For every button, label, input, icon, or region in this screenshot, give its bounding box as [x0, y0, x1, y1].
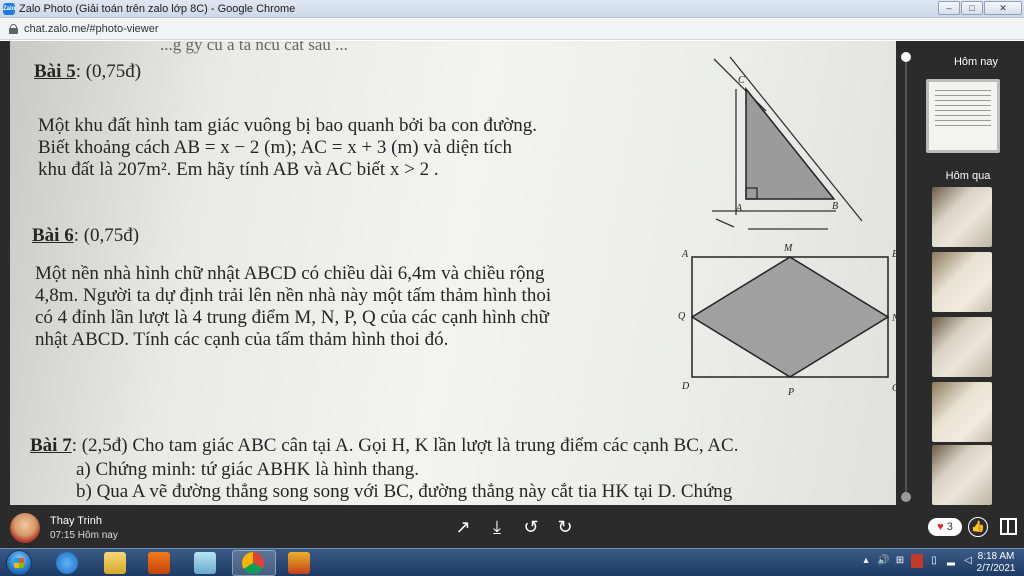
clock-date: 2/7/2021 [976, 563, 1016, 574]
label-c: C [738, 75, 745, 86]
bai6-heading [32, 225, 139, 247]
windows-taskbar [0, 548, 1024, 576]
close-button[interactable]: ✕ [984, 1, 1022, 15]
url-text[interactable]: chat.zalo.me/#photo-viewer [24, 23, 159, 35]
heart-icon: ♥ [937, 521, 944, 533]
road-line [716, 219, 734, 227]
signal-icon[interactable]: ▂ [947, 555, 955, 566]
label-p: P [788, 387, 795, 398]
label-d: D [682, 381, 690, 392]
label-n: N [892, 313, 899, 324]
label-b: B [892, 249, 899, 260]
address-bar[interactable] [0, 19, 1024, 40]
bai7-line: b) Qua A vẽ đường thẳng song song với BC, đường thẳng này cắt tia HK tại D. Chứng [76, 481, 733, 502]
bai5-line: khu đất là 207m². Em hãy tính AB và AC biết x > 2 . [38, 159, 439, 180]
show-hidden-icons[interactable]: ▴ [863, 555, 869, 566]
like-icon[interactable]: 👍 [968, 517, 988, 537]
media-player-icon[interactable] [148, 552, 170, 574]
zalo-app-icon[interactable] [288, 552, 310, 574]
photo-thumbnail[interactable] [932, 187, 992, 247]
chrome-icon[interactable] [242, 552, 264, 574]
bai5-body [38, 115, 537, 181]
label-c: C [892, 383, 899, 394]
photo-thumbnail[interactable] [932, 252, 992, 312]
rotate-left-icon[interactable]: ↺ [523, 517, 539, 537]
bai6-points: : (0,75đ) [73, 225, 140, 246]
bai6-body [35, 263, 551, 351]
rhombus-mnpq [692, 257, 888, 377]
photo-viewer [0, 41, 1024, 505]
window-title: Zalo Photo (Giải toán trên zalo lớp 8C) - Google Chrome [19, 2, 296, 15]
internet-explorer-icon[interactable] [56, 552, 78, 574]
sender-name: Thay Trinh [50, 515, 102, 527]
photo-thumbnail[interactable] [932, 382, 992, 442]
file-explorer-icon[interactable] [104, 552, 126, 574]
clock-time: 8:18 AM [977, 551, 1015, 562]
bai7-label: Bài 7 [30, 435, 72, 456]
bai7-body [76, 459, 732, 503]
sender-avatar[interactable] [10, 513, 40, 543]
start-button[interactable] [6, 550, 32, 576]
window-controls [938, 1, 1022, 15]
browser-title-bar [0, 0, 1024, 18]
paint-icon[interactable] [194, 552, 216, 574]
bai5-heading [34, 61, 141, 83]
photo-thumbnail-current[interactable] [926, 79, 1000, 153]
minimize-button[interactable]: – [938, 1, 960, 15]
network-icon[interactable]: ⊞ [895, 555, 905, 566]
bai6-label: Bài 6 [32, 225, 74, 246]
bai6-line: 4,8m. Người ta dự định trải lên nền nhà này một tấm thảm hình thoi [35, 285, 552, 306]
photo-thumbnail[interactable] [932, 445, 992, 505]
bai7-heading [30, 435, 738, 457]
triangle-diagram [706, 51, 866, 231]
photo-top-strip-text: ...g gy cu a ta ncu cat sau ... [160, 41, 348, 54]
scrollbar-top-knob[interactable] [901, 52, 911, 62]
download-icon[interactable]: ⤓ [493, 517, 501, 537]
photo-list-panel [916, 41, 1024, 505]
label-a: A [736, 203, 743, 214]
lock-icon [9, 24, 18, 34]
bai5-label: Bài 5 [34, 61, 76, 82]
bai6-line: có 4 đỉnh lần lượt là 4 trung điểm M, N, P, Q của các cạnh hình chữ [35, 307, 549, 328]
bai6-line: Một nền nhà hình chữ nhật ABCD có chiều dài 6,4m và chiều rộng [35, 263, 545, 284]
zalo-favicon-icon: Zalo [3, 3, 15, 15]
bai7-line: a) Chứng minh: tứ giác ABHK là hình thang. [76, 459, 420, 480]
label-q: Q [678, 311, 686, 322]
bai7-points: : (2,5đ) Cho tam giác ABC cân tại A. Gọi H, K lần lượt là trung điểm các cạnh BC, AC. [71, 435, 739, 456]
label-a: A [682, 249, 689, 260]
app-tray-icon[interactable] [911, 554, 923, 568]
share-icon[interactable]: ↗ [455, 517, 471, 537]
bai5-line: Một khu đất hình tam giác vuông bị bao quanh bởi ba con đường. [38, 115, 537, 136]
system-tray [860, 554, 974, 568]
thumbnail-text-lines [935, 90, 991, 130]
volume-icon[interactable]: 🔊 [877, 555, 890, 566]
reaction-badge[interactable] [928, 518, 962, 536]
scrollbar-bottom-knob[interactable] [901, 492, 911, 502]
timeline-scrollbar[interactable] [905, 58, 907, 498]
speaker-icon[interactable]: ◁ [964, 555, 972, 566]
group-label-yesterday: Hôm qua [945, 170, 991, 182]
photo-info-bar [0, 505, 1024, 548]
maximize-button[interactable]: □ [961, 1, 983, 15]
group-label-today: Hôm nay [953, 56, 999, 68]
triangle-abc [746, 89, 834, 199]
toggle-panel-icon[interactable] [1000, 518, 1017, 535]
photo-thumbnail[interactable] [932, 317, 992, 377]
sent-time: 07:15 Hôm nay [50, 530, 118, 541]
bai5-points: : (0,75đ) [75, 61, 142, 82]
photo-toolbar [452, 517, 576, 537]
photo-image[interactable] [10, 41, 899, 505]
bai6-line: nhật ABCD. Tính các cạnh của tấm thảm hình thoi đó. [35, 329, 449, 350]
taskbar-clock[interactable] [976, 551, 1016, 575]
reaction-count: 3 [946, 521, 953, 533]
label-b: B [832, 201, 839, 212]
rotate-right-icon[interactable]: ↻ [557, 517, 573, 537]
battery-icon[interactable]: ▯ [931, 555, 937, 566]
rectangle-rhombus-diagram [668, 237, 899, 405]
bai5-line: Biết khoảng cách AB = x − 2 (m); AC = x + 3 (m) và diện tích [38, 137, 512, 158]
label-m: M [784, 243, 793, 254]
